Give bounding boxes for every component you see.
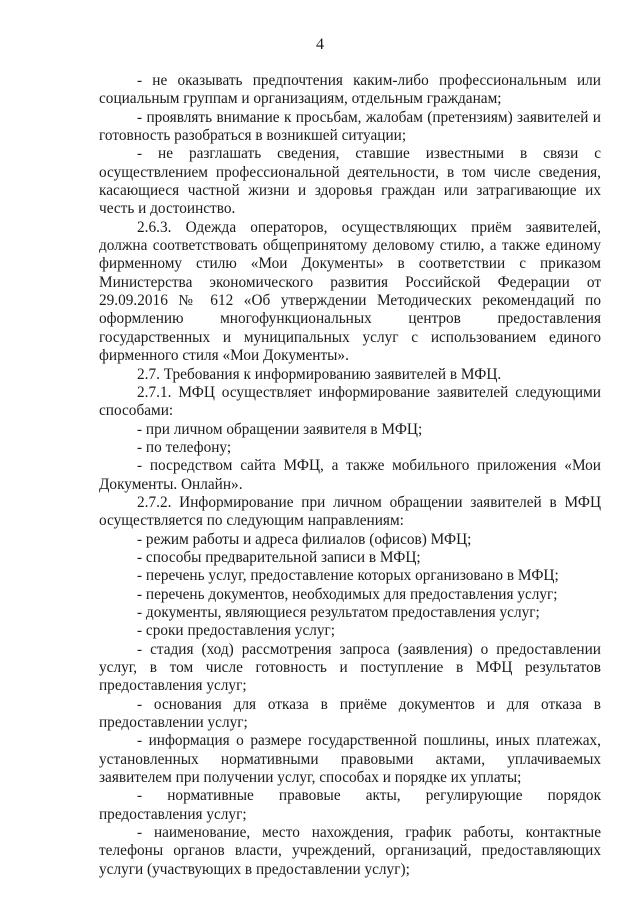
paragraph: - проявлять внимание к просьбам, жалобам (претензиям) заявителей и готовность разобраться в возникшей ситуации; <box>99 108 601 145</box>
list-item: - стадия (ход) рассмотрения запроса (заявления) о предоставлении услуг, в том числе готовность и поступление в МФЦ результатов предоставления услуг; <box>99 640 601 695</box>
section-heading: 2.7. Требования к информированию заявителей в МФЦ. <box>137 365 502 383</box>
list-item: - при личном обращении заявителя в МФЦ; <box>137 420 423 438</box>
paragraph: - не разглашать сведения, ставшие известными в связи с осуществлением профессиональной деятельности, в том числе сведения, касающиеся частной жизни и здоровья граждан или затрагивающие их честь и достоинство. <box>99 145 601 218</box>
list-item: - наименование, место нахождения, график работы, контактные телефоны органов власти, учреждений, организаций, предоставляющих услуги (участвующих в предоставлении услуг); <box>99 824 601 878</box>
paragraph: - не оказывать предпочтения каким-либо профессиональным или социальным группам и организациям, отдельным гражданам; <box>99 72 601 108</box>
document-body <box>99 72 601 879</box>
list-item: - перечень услуг, предоставление которых организовано в МФЦ; <box>137 567 559 585</box>
list-item: - информация о размере государственной пошлины, иных платежах, установленных нормативными правовыми актами, уплачиваемых заявителем при получении услуг, способах и порядке их уплаты; <box>99 732 601 787</box>
list-item: - способы предварительной записи в МФЦ; <box>137 548 421 566</box>
list-item: - нормативные правовые акты, регулирующие порядок предоставления услуг; <box>99 787 601 823</box>
list-item: - посредством сайта МФЦ, а также мобильного приложения «Мои Документы. Онлайн». <box>99 457 601 493</box>
paragraph: 2.7.2. Информирование при личном обращении заявителей в МФЦ осуществляется по следующим направлениям: <box>99 493 601 530</box>
list-item: - перечень документов, необходимых для предоставления услуг; <box>137 585 558 603</box>
list-item: - сроки предоставления услуг; <box>137 622 336 640</box>
page-number: 4 <box>316 36 324 53</box>
paragraph: 2.6.3. Одежда операторов, осуществляющих приём заявителей, должна соответствовать общепринятому деловому стилю, а также единому фирменному стилю «Мои Документы» в соответствии с приказом Министерства экономического развития Российской Федерации от 29.09.2016 № 612 «Об утверждении Методических рекомендаций по оформлению многофункциональных центров предоставления государственных и муниципальных услуг с использованием единого фирменного стиля «Мои Документы». <box>99 218 601 365</box>
list-item: - документы, являющиеся результатом предоставления услуг; <box>137 603 540 621</box>
list-item: - по телефону; <box>137 438 232 456</box>
list-item: - основания для отказа в приёме документов и для отказа в предоставлении услуг; <box>99 695 601 732</box>
list-item: - режим работы и адреса филиалов (офисов) МФЦ; <box>137 530 472 548</box>
paragraph: 2.7.1. МФЦ осуществляет информирование заявителей следующими способами: <box>99 383 601 420</box>
